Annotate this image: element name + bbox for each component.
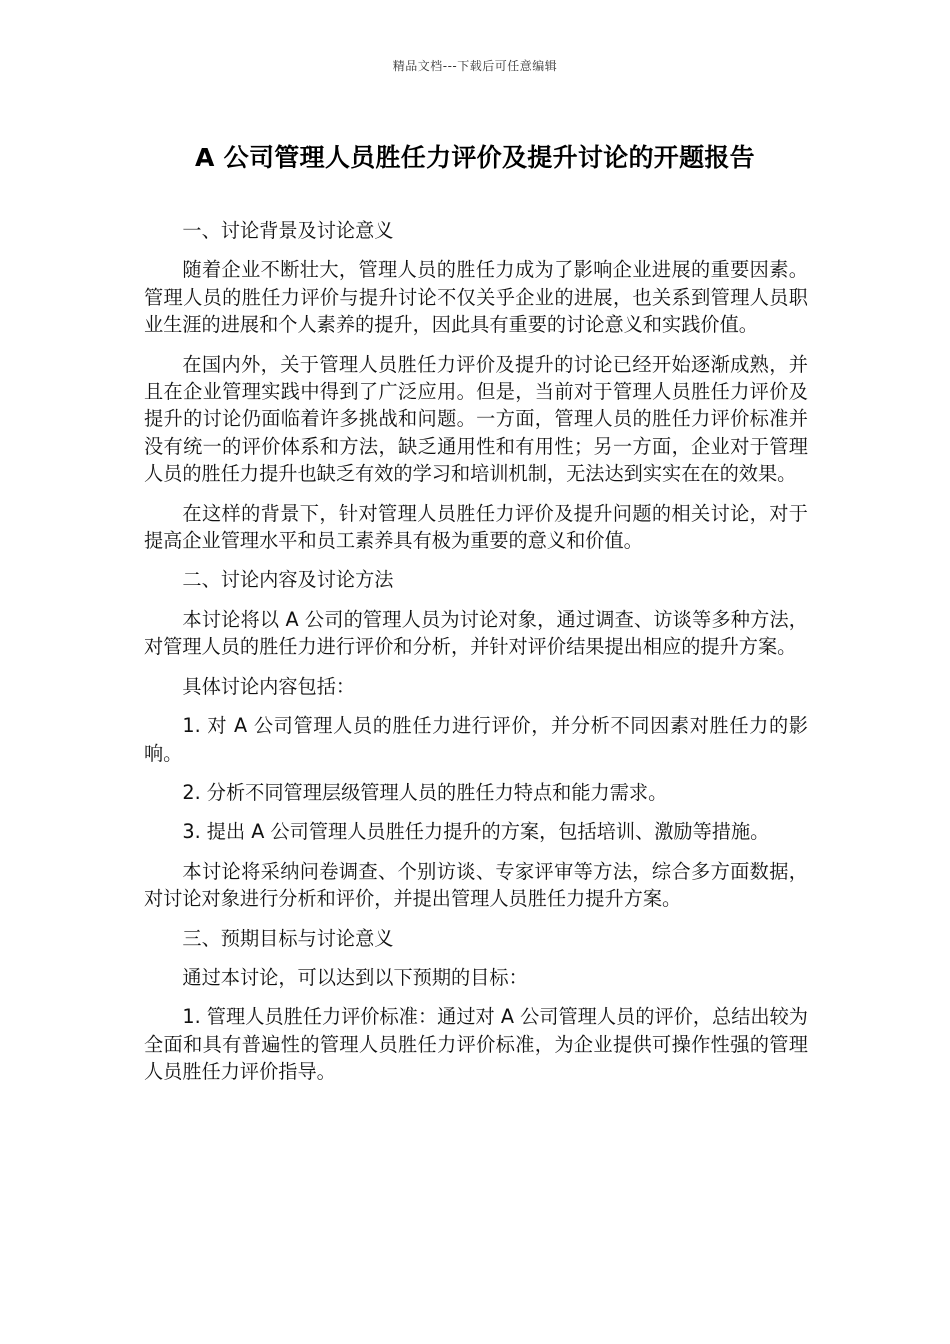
list-item: 3. 提出 A 公司管理人员胜任力提升的方案，包括培训、激励等措施。 — [182, 820, 770, 844]
paragraph: 本讨论将采纳问卷调查、个别访谈、专家评审等方法，综合多方面数据，对讨论对象进行分析和评价，并提出管理人员胜任力提升方案。 — [144, 859, 808, 911]
section-heading-content-method: 二、讨论内容及讨论方法 — [182, 568, 394, 592]
list-item: 1. 对 A 公司管理人员的胜任力进行评价，并分析不同因素对胜任力的影响。 — [144, 714, 808, 765]
paragraph: 在这样的背景下，针对管理人员胜任力评价及提升问题的相关讨论，对于提高企业管理水平和员工素养具有极为重要的意义和价值。 — [144, 501, 808, 553]
list-item: 2. 分析不同管理层级管理人员的胜任力特点和能力需求。 — [182, 780, 668, 804]
list-item: 1. 管理人员胜任力评价标准：通过对 A 公司管理人员的评价，总结出较为全面和具有普遍性的管理人员胜任力评价标准，为企业提供可操作性强的管理人员胜任力评价指导。 — [144, 1005, 808, 1084]
paragraph: 通过本讨论，可以达到以下预期的目标： — [182, 965, 528, 989]
paragraph: 具体讨论内容包括： — [182, 674, 356, 698]
paragraph: 随着企业不断壮大，管理人员的胜任力成为了影响企业进展的重要因素。管理人员的胜任力评价与提升讨论不仅关乎企业的进展，也关系到管理人员职业生涯的进展和个人素养的提升，因此具有重要的讨论意义和实践价值。 — [144, 258, 808, 337]
section-heading-goals: 三、预期目标与讨论意义 — [182, 926, 394, 950]
document-title: A 公司管理人员胜任力评价及提升讨论的开题报告 — [195, 143, 755, 172]
header-note: 精品文档---下载后可任意编辑 — [392, 59, 558, 73]
document-body — [144, 217, 808, 1098]
paragraph: 本讨论将以 A 公司的管理人员为讨论对象，通过调查、访谈等多种方法，对管理人员的胜任力进行评价和分析，并针对评价结果提出相应的提升方案。 — [144, 607, 808, 659]
paragraph: 在国内外，关于管理人员胜任力评价及提升的讨论已经开始逐渐成熟，并且在企业管理实践中得到了广泛应用。但是，当前对于管理人员胜任力评价及提升的讨论仍面临着许多挑战和问题。一方面，管理人员的胜任力评价标准并没有统一的评价体系和方法，缺乏通用性和有用性；另一方面，企业对于管理人员的胜任力提升也缺乏有效的学习和培训机制，无法达到实实在在的效果。 — [144, 352, 808, 486]
section-heading-background: 一、讨论背景及讨论意义 — [182, 219, 394, 242]
